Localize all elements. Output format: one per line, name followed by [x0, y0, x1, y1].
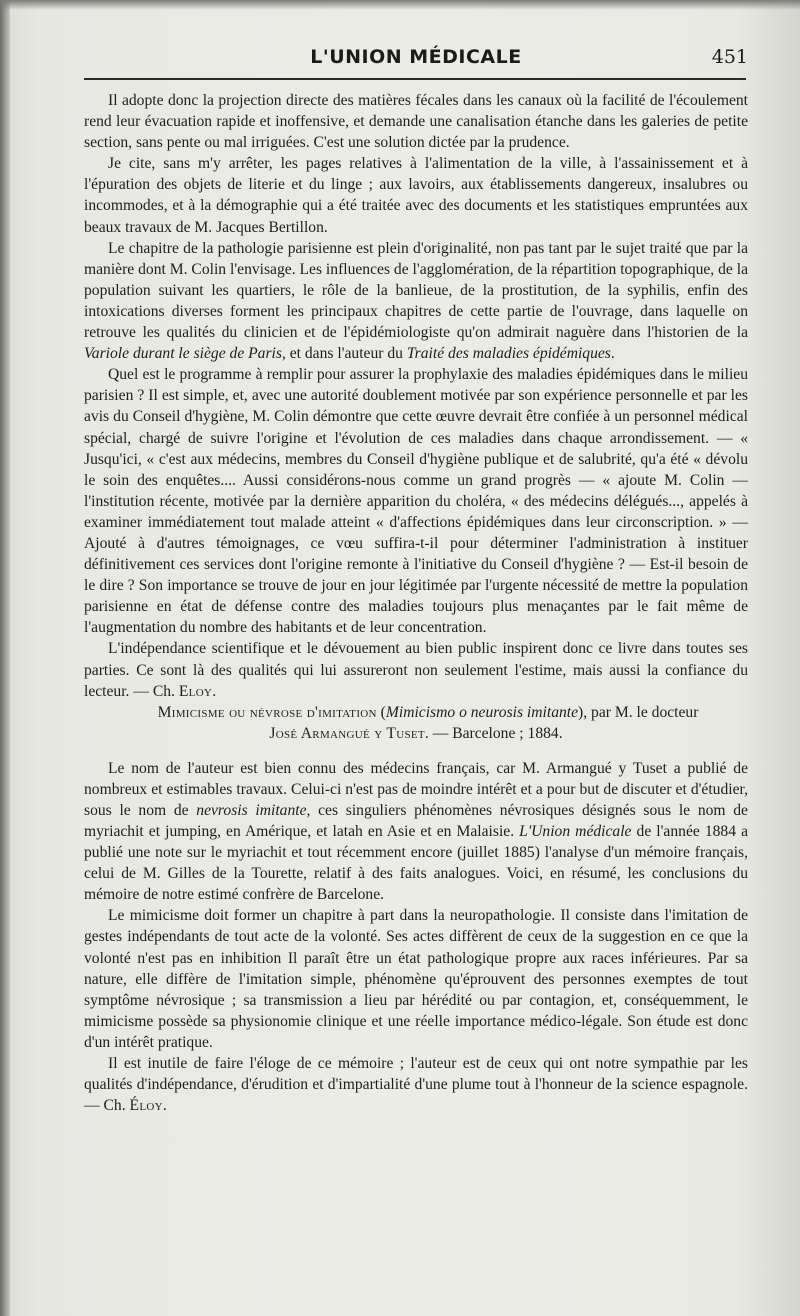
- signature-eloy-2: Éloy.: [129, 1097, 168, 1115]
- review-paragraph-1: [84, 758, 748, 906]
- header-rule: [84, 78, 746, 80]
- variole-title: Variole durant le siège de Paris: [84, 345, 282, 363]
- review-paren-open: (: [376, 703, 386, 721]
- running-title: L'UNION MÉDICALE: [310, 46, 522, 68]
- review-author: José Armangué y Tuset: [269, 724, 425, 742]
- paragraph-pathology: [84, 238, 748, 365]
- traite-title: Traité des maladies épidémiques: [406, 345, 611, 363]
- review-after-paren: ), par M. le docteur: [578, 703, 699, 721]
- variole-join: , et dans l'auteur du: [281, 345, 407, 363]
- paragraph-conclusion: [84, 638, 748, 701]
- review-p1-b: , ces singuliers phénomènes névrosiques désignés sous le nom de myriachit et jumping, en Amérique, et latah en Asie et en Malaisie.: [84, 801, 748, 840]
- review-p1-c: de l'année 1884 a publié une note sur le myriachit et tout récemment encore (juillet 1885) l'analyse d'un mémoire français, celui de M. Gilles de la Tourette, relatif à des faits analogues. Voici, en résumé, les conclusions du mémoire de notre estimé confrère de Barcelone.: [84, 823, 748, 904]
- paragraph-sewage: Il adopte donc la projection directe des matières fécales dans les canaux où la facilité de l'écoulement rend leur évacuation rapide et inoffensive, et demande une canalisation étanche dans les galeries de petite section, sans pente ou mal irriguées. C'est une solution dictée par la prudence.: [84, 92, 748, 152]
- top-edge-shadow: [0, 0, 800, 10]
- paragraph-programme: Quel est le programme à remplir pour assurer la prophylaxie des maladies épidémiques dans le milieu parisien ? Il est simple, et, avec une autorité doublement motivée par son expérience personnelle et par les avis du Conseil d'hygiène, M. Colin démontre que cette œuvre devrait être confiée à un personnel médical spécial, chargé de suivre l'origine et l'évolution de ces maladies dans chaque arrondissement. — « Jusqu'ici, « c'est aux médecins, membres du Conseil d'hygiène publique et de salubrité, qu'a été « dévolu le soin des enquêtes.... Aussi considérons-nous comme un grand progrès — « ajoute M. Colin — l'institution récente, motivée par la dernière apparition du choléra, « des médecins délégués..., appelés à examiner immédiatement tout malade atteint « d'affections épidémiques dans leur circonscription. » — Ajouté à d'autres témoignages, ce vœu suffira-t-il pour déterminer l'administration à instituer définitivement ces services dont l'origine remonte à l'initiative du Conseil d'hygiène ? — Est-il besoin de le dire ? Son importance se trouve de jour en jour légitimée par l'urgente nécessité de mettre la population parisienne en état de défense contre des maladies toujours plus menaçantes par le fait même de l'augmentation du nombre des habitants et de leur concentration.: [84, 366, 748, 637]
- review-place-date: . — Barcelone ; 1884.: [424, 724, 563, 742]
- paragraph-pathology-text: Le chapitre de la pathologie parisienne est plein d'originalité, non pas tant par le sujet traité que par la manière dont M. Colin l'envisage. Les influences de l'agglomération, de la répartition topographique, de la population suivant les quartiers, le rôle de la banlieue, de la prostitution, de la syphilis, enfin des intoxications diverses forment les principaux chapitres de cette partie de l'ouvrage, dans laquelle on retrouve les qualités du clinicien et de l'épidémiologiste qu'on admirait naguère dans l'historien de la: [84, 239, 748, 342]
- review-italic-title: Mimicismo o neurosis imitante: [385, 703, 579, 721]
- article-body: [84, 90, 748, 1116]
- review-title: Mimicisme ou névrose d'imitation: [157, 703, 377, 721]
- review-paragraph-2: Le mimicisme doit former un chapitre à part dans la neuropathologie. Il consiste dans l'imitation de gestes indépendants de tout acte de la volonté. Ses actes diffèrent de ceux de la suggestion en ce que la volonté n'est pas en inhibition Il paraît être un état pathologique propre aux races inférieures. Par sa nature, elle diffère de l'imitation simple, phénomène qu'éprouvent des personnes exemptes de tout symptôme névrosique ; sa transmission a lieu par hérédité ou par contagion, et, conséquemment, le mimicisme possède sa physionomie clinique et une réelle importance médico-légale. Son étude est donc d'un intérêt pratique.: [84, 907, 748, 1051]
- review-p3-text: Il est inutile de faire l'éloge de ce mémoire ; l'auteur est de ceux qui ont notre sympathie par les qualités d'indépendance, d'érudition et d'impartialité d'une plume tout à l'honneur de la science espagnole. — Ch.: [84, 1055, 748, 1115]
- review-heading: [84, 702, 748, 744]
- binding-shadow: [0, 0, 10, 1316]
- traite-join: .: [610, 345, 615, 363]
- review-p1-italic: nevrosis imitante: [196, 801, 307, 819]
- page-header: [84, 44, 748, 76]
- paragraph-cite: Je cite, sans m'y arrêter, les pages relatives à l'alimentation de la ville, à l'assainissement et à l'épuration des objets de literie et du linge ; aux lavoirs, aux établissements dangereux, insalubres ou incommodes, et à la démographie qui a été traitée avec des documents et les statistiques empruntées aux beaux travaux de M. Jacques Bertillon.: [84, 155, 748, 236]
- review-paragraph-3: [84, 1053, 748, 1116]
- signature-period: .: [212, 682, 217, 700]
- review-p1-a: Le nom de l'auteur est bien connu des médecins français, car M. Armangué y Tuset a publié de nombreux et estimables travaux. Celui-ci n'est pas de moindre intérêt et a pour but de discuter et d'étudier, sous le nom de: [84, 759, 748, 819]
- signature-eloy: Eloy: [178, 682, 213, 700]
- review-p1-italic2: L'Union médicale: [519, 823, 632, 840]
- page-number: 451: [711, 46, 748, 68]
- paragraph-conclusion-text: L'indépendance scientifique et le dévouement au bien public inspirent donc ce livre dans toutes ses parties. Ce sont là des qualités qui lui assureront non seulement l'estime, mais aussi la confiance du lecteur. — Ch.: [84, 640, 748, 700]
